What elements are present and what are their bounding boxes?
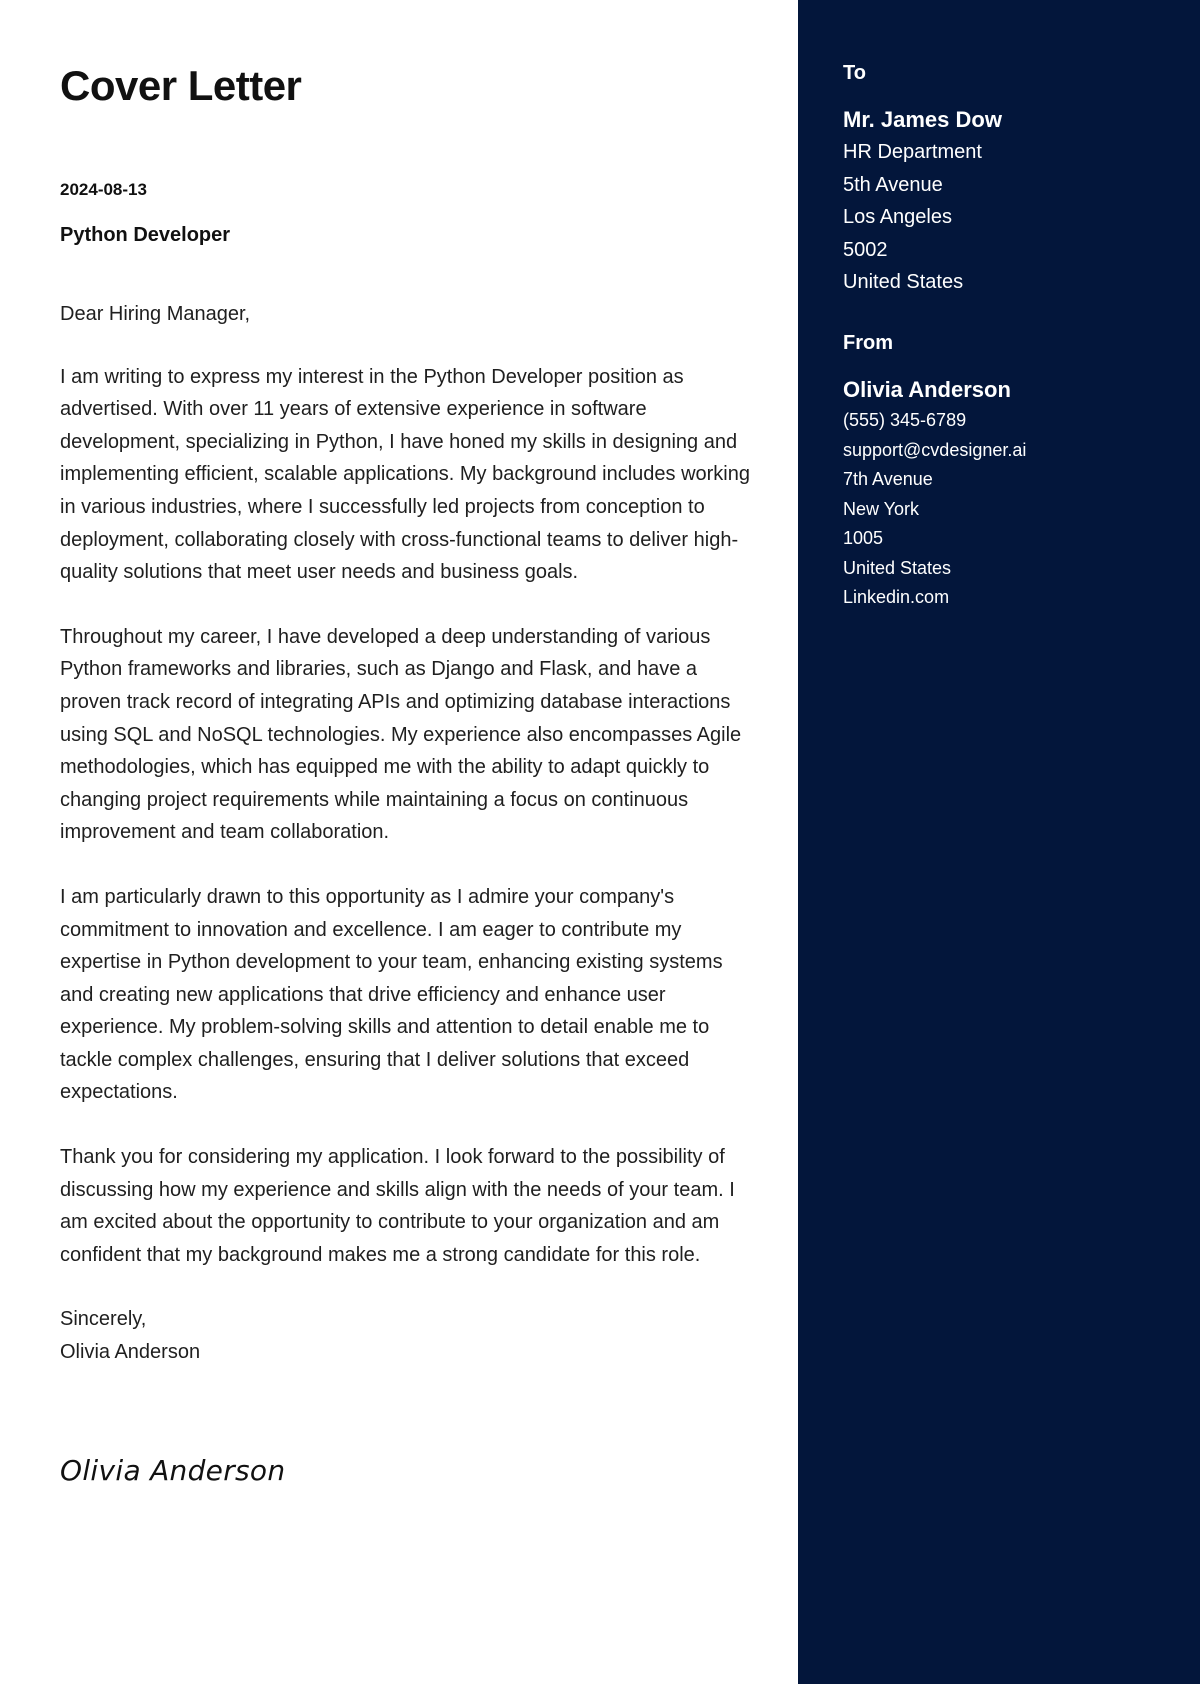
sender-name: Olivia Anderson — [843, 377, 1011, 402]
recipient-heading: To — [843, 62, 866, 84]
paragraph-3: I am particularly drawn to this opportunity as I admire your company's commitment to innovation and excellence. I am eager to contribute my expertise in Python development to your team, enhancing existing systems and creating new applications that drive efficiency and enhance user experience. My problem-solving skills and attention to detail enable me to tackle complex challenges, ensuring that I deliver solutions that exceed expectations. — [60, 885, 723, 1104]
contact-sidebar — [798, 0, 1200, 1684]
paragraph-4: Thank you for considering my application. I look forward to the possibility of discussing how my experience and skills align with the needs of your team. I am excited about the opportunity to contribute to your organization and am confident that my background makes me a strong candidate for this role. — [60, 1146, 735, 1266]
recipient-city: Los Angeles — [843, 206, 952, 229]
page-title: Cover Letter — [60, 62, 302, 109]
sender-city: New York — [843, 498, 920, 519]
sender-contact — [843, 406, 1026, 613]
letter-content — [60, 298, 760, 1369]
recipient-country: United States — [843, 271, 964, 294]
sender-email: support@cvdesigner.ai — [843, 439, 1027, 460]
sender-phone: (555) 345-6789 — [843, 410, 967, 430]
salutation: Dear Hiring Manager, — [60, 303, 251, 325]
recipient-address — [843, 136, 982, 299]
recipient-street: 5th Avenue — [843, 173, 943, 196]
paragraph-2: Throughout my career, I have developed a deep understanding of various Python frameworks and libraries, such as Django and Flask, and have a proven track record of integrating APIs and optimizing database interactions using SQL and NoSQL technologies. My experience also encompasses Agile methodologies, which has equipped me with the ability to adapt quickly to changing project requirements while maintaining a focus on continuous improvement and team collaboration. — [60, 625, 742, 844]
recipient-department: HR Department — [843, 141, 982, 163]
sender-country: United States — [843, 557, 952, 578]
closing-block — [60, 1303, 760, 1368]
closing: Sincerely, — [60, 1308, 147, 1331]
paragraph-1: I am writing to express my interest in the Python Developer position as advertised. With over 11 years of extensive experience in software development, specializing in Python, I have honed my skills in designing and implementing efficient, scalable applications. My background includes working in various industries, where I successfully led projects from conception to deployment, collaborating closely with cross-functional teams to deliver high-quality solutions that meet user needs and business goals. — [60, 365, 750, 584]
recipient-zip: 5002 — [843, 238, 888, 261]
recipient-name: Mr. James Dow — [843, 107, 1002, 132]
signature: Olivia Anderson — [60, 1454, 286, 1487]
sender-linkedin: Linkedin.com — [843, 587, 950, 607]
sender-heading: From — [843, 332, 893, 354]
closing-name: Olivia Anderson — [60, 1341, 201, 1364]
sender-street: 7th Avenue — [843, 469, 933, 489]
position-title: Python Developer — [60, 224, 231, 246]
letter-date: 2024-08-13 — [60, 180, 147, 199]
sender-zip: 1005 — [843, 528, 884, 548]
